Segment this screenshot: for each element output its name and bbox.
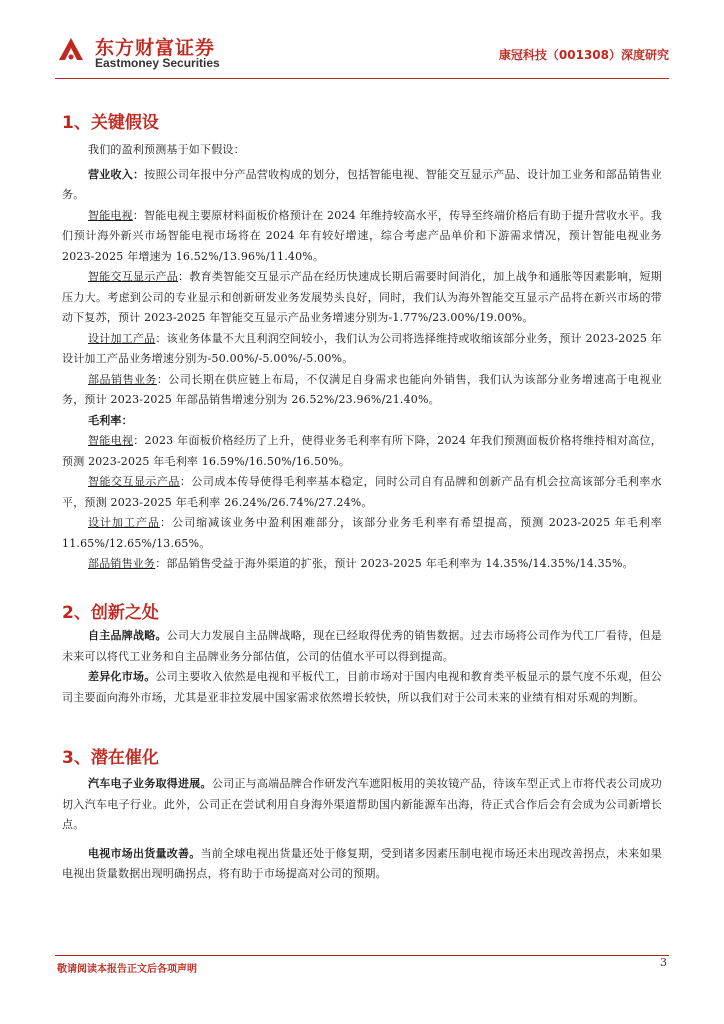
margin-item-label: 部品销售业务: [88, 557, 156, 570]
revenue-item-label: 设计加工产品: [88, 331, 156, 345]
margin-heading-paragraph: [62, 411, 662, 432]
margin-item: [62, 472, 662, 513]
page-header: [55, 30, 669, 79]
revenue-item-text: 智能电视主要原材料面板价格预计在 2024 年维持较高水平，传导至终端价格后有助于提升营收水平。我们预计海外新兴市场智能电视市场将在 2024 年有较好增速，综合考虑产品单价和下游需求情况，预计智能电视业务 2023-2025 年增速为 16.52%/13.96%/11.40%。: [62, 208, 662, 263]
revenue-item-label: 智能交互显示产品: [88, 270, 179, 283]
section-key-assumptions: [62, 108, 662, 133]
innovation-paragraph: [62, 667, 662, 708]
section-key-assumptions-body: [62, 140, 662, 575]
page-footer: [55, 955, 669, 976]
section-catalysts-body: [62, 774, 662, 885]
disclaimer-text: 敬请阅读本报告正文后各项声明: [57, 964, 197, 975]
margin-item: [62, 554, 662, 575]
margin-item-text: 公司缩减该业务中盈利困难部分，该部分业务毛利率有希望提高，预测 2023-2025 年毛利率 11.65%/12.65%/13.65%。: [62, 516, 662, 550]
intro-paragraph: 我们的盈利预测基于如下假设：: [88, 143, 245, 156]
separator: ：: [155, 331, 167, 345]
revenue-item-text: 教育类智能交互显示产品在经历快速成长期后需要时间消化，加上战争和通胀等因素影响，短期压力大。考虑到公司的专业显示和创新研发业务发展势头良好，同时，我们认为海外智能交互显示产品将在新兴市场的带动下复苏，预计 2023-2025 年智能交互显示产品业务增速分别为-1.77%/23.00%/19.00%。: [62, 270, 662, 324]
margin-item-text: 部品销售受益于海外渠道的扩张，预计 2023-2025 年毛利率为 14.35%/14.35%/14.35%。: [166, 557, 634, 570]
revenue-item-text: 公司长期在供应链上布局，不仅满足自身需求也能向外销售，我们认为该部分业务增速高于电视业务，预计 2023-2025 年部品销售增速分别为 26.52%/23.96%/21.40%。: [62, 372, 663, 406]
logo-text-en: Eastmoney Securities: [95, 56, 220, 70]
paragraph-heading: 汽车电子业务取得进展。: [88, 777, 212, 790]
revenue-heading: 营业收入：: [88, 167, 145, 181]
paragraph-heading: 自主品牌战略。: [88, 629, 167, 642]
separator: ：: [160, 516, 173, 529]
separator: ：: [133, 434, 145, 447]
revenue-item-label: 部品销售业务: [88, 372, 157, 386]
catalyst-paragraph: [62, 774, 662, 836]
eastmoney-logo-icon: [55, 34, 87, 66]
revenue-text: 按照公司年报中分产品营收构成的划分，包括智能电视、智能交互显示产品、设计加工业务和部品销售业务。: [62, 167, 662, 201]
revenue-item: [62, 329, 662, 370]
page-number: 3: [660, 956, 667, 969]
separator: ：: [132, 208, 145, 222]
margin-item-label: 设计加工产品: [88, 516, 161, 529]
section-innovation: [62, 598, 662, 623]
innovation-paragraph: [62, 626, 662, 667]
revenue-item-label: 智能电视: [88, 208, 133, 222]
section-title: 3、潜在催化: [62, 748, 159, 768]
margin-item: [62, 513, 662, 554]
paragraph-text: 公司大力发展自主品牌战略，现在已经取得优秀的销售数据。过去市场将公司作为代工厂看待，但是未来可以将代工业务和自主品牌业务分部估值，公司的估值水平可以得到提高。: [62, 629, 662, 663]
revenue-paragraph: [62, 165, 662, 206]
margin-item-text: 公司成本传导使得毛利率基本稳定，同时公司自有品牌和创新产品有机会拉高该部分毛利率水平，预测 2023-2025 年毛利率 26.24%/26.74%/27.24%。: [62, 475, 663, 509]
margin-item-text: 2023 年面板价格经历了上升，使得业务毛利率有所下降，2024 年我们预测面板价格将维持相对高位，预测 2023-2025 年毛利率 16.59%/16.50%/16.50%。: [62, 434, 662, 468]
revenue-item: [62, 206, 662, 268]
section-innovation-body: [62, 626, 662, 708]
margin-heading: 毛利率：: [88, 413, 133, 427]
paragraph-text: 公司主要收入依然是电视和平板代工，目前市场对于国内电视和教育类平板显示的景气度不乐观，但公司主要面向海外市场，尤其是亚非拉发展中国家需求依然增长较快，所以我们对于公司未来的业绩有相对乐观的判断。: [62, 670, 663, 704]
paragraph-heading: 电视市场出货量改善。: [88, 846, 201, 860]
revenue-item: [62, 267, 662, 329]
separator: ：: [178, 270, 190, 283]
margin-item-label: 智能电视: [88, 434, 134, 447]
logo-text-cn: 东方财富证券: [95, 37, 216, 59]
separator: ：: [156, 372, 169, 386]
margin-item: [62, 431, 662, 472]
section-title: 2、创新之处: [62, 603, 159, 623]
catalyst-paragraph: [62, 844, 662, 885]
paragraph-text: 公司正与高端品牌合作研发汽车遮阳板用的美妆镜产品，待该车型正式上市将代表公司成功切入汽车电子行业。此外，公司正在尝试利用自身海外渠道帮助国内新能源车出海，待正式合作后会有会成为公司新增长点。: [62, 777, 663, 831]
paragraph-text: 当前全球电视出货量还处于修复期，受到诸多因素压制电视市场还未出现改善拐点，未来如果电视出货量数据出现明确拐点，将有助于市场提高对公司的预期。: [62, 846, 662, 880]
report-title: 康冠科技（001308）深度研究: [498, 48, 669, 62]
section-title: 1、关键假设: [62, 113, 159, 133]
revenue-item-text: 该业务体量不大且利润空间较小，我们认为公司将选择维持或收缩该部分业务，预计 2023-2025 年设计加工产品业务增速分别为-50.00%/-5.00%/-5.00%。: [62, 331, 663, 365]
separator: ：: [155, 557, 167, 570]
separator: ：: [179, 475, 192, 488]
paragraph-heading: 差异化市场。: [88, 670, 156, 683]
revenue-item: [62, 370, 662, 411]
margin-item-label: 智能交互显示产品: [88, 475, 180, 488]
section-catalysts: [62, 743, 662, 768]
